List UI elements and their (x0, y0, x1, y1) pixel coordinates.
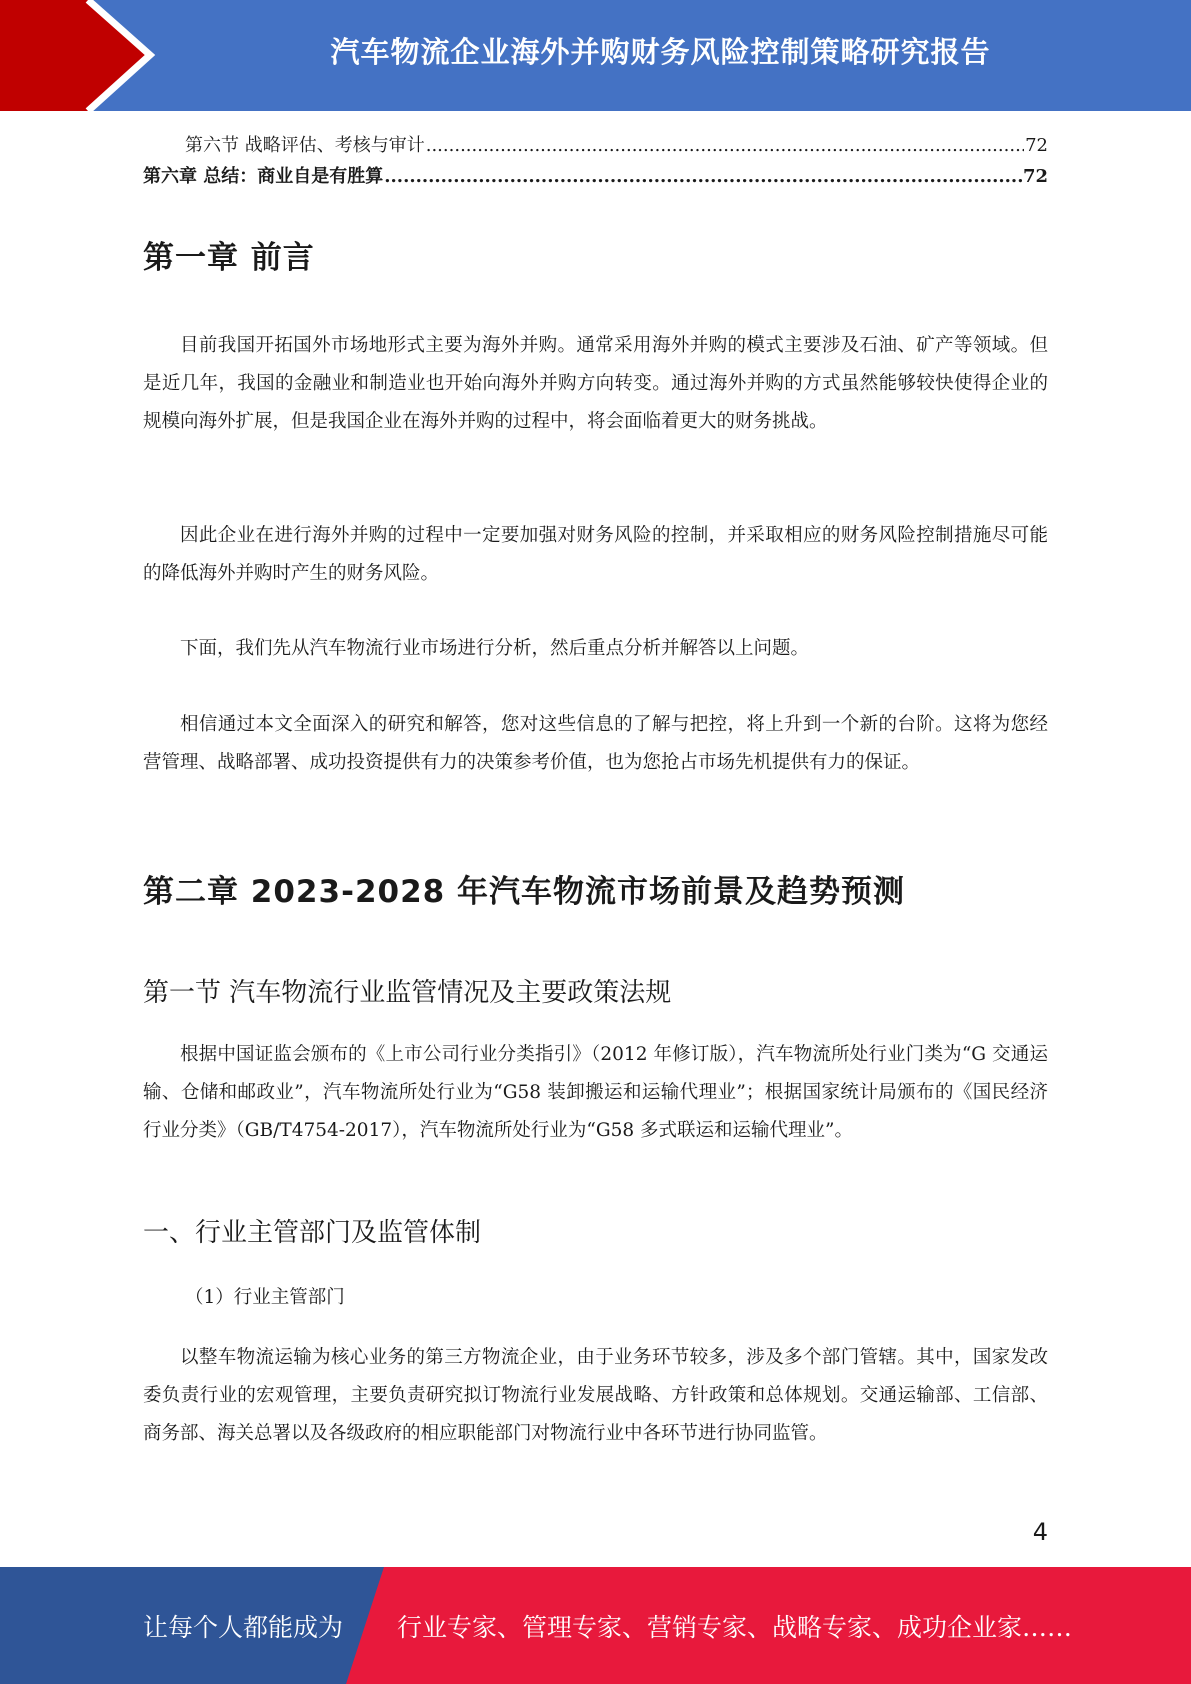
toc-entry-label: 第六节 战略评估、考核与审计 (185, 135, 425, 156)
header-banner (0, 0, 1191, 111)
footer-slogan-left: 让每个人都能成为 (143, 1612, 344, 1642)
paragraph: 相信通过本文全面深入的研究和解答，您对这些信息的了解与把控，将上升到一个新的台阶。这将为您经营管理、战略部署、成功投资提供有力的决策参考价值，也为您抢占市场先机提供有力的保证。 (143, 714, 1048, 773)
toc-entry-page: 72 (1025, 135, 1048, 156)
paragraph: 目前我国开拓国外市场地形式主要为海外并购。通常采用海外并购的模式主要涉及石油、矿产等领域。但是近几年，我国的金融业和制造业也开始向海外并购方向转变。通过海外并购的方式虽然能够较快使得企业的规模向海外扩展，但是我国企业在海外并购的过程中，将会面临着更大的财务挑战。 (143, 335, 1048, 432)
report-title: 汽车物流企业海外并购财务风险控制策略研究报告 (330, 34, 991, 69)
paragraph: 下面，我们先从汽车物流行业市场进行分析，然后重点分析并解答以上问题。 (180, 638, 810, 659)
footer-banner (0, 1567, 1191, 1684)
paragraph: 以整车物流运输为核心业务的第三方物流企业，由于业务环节较多，涉及多个部门管辖。其中，国家发改委负责行业的宏观管理，主要负责研究拟订物流行业发展战略、方针政策和总体规划。交通运输部、工信部、商务部、海关总署以及各级政府的相应职能部门对物流行业中各环节进行协同监管。 (143, 1347, 1048, 1444)
paragraph: 根据中国证监会颁布的《上市公司行业分类指引》（2012 年修订版），汽车物流所处行业门类为“G 交通运输、仓储和邮政业”，汽车物流所处行业为“G58 装卸搬运和运输代理业”；根据国家统计局颁布的《国民经济行业分类》（GB/T4754-2017），汽车物流所处行业为“G58 多式联运和运输代理业”。 (143, 1044, 1048, 1141)
toc-entry[interactable] (143, 162, 1048, 188)
paragraph: 因此企业在进行海外并购的过程中一定要加强对财务风险的控制，并采取相应的财务风险控制措施尽可能的降低海外并购时产生的财务风险。 (143, 525, 1048, 584)
page-number: 4 (1032, 1518, 1048, 1546)
toc-leader-dots (426, 135, 1024, 156)
item-label: （1）行业主管部门 (185, 1287, 345, 1308)
subsection-heading: 一、行业主管部门及监管体制 (143, 1218, 482, 1248)
toc-entry[interactable] (143, 131, 1048, 157)
toc-entry-label: 第六章 总结：商业自是有胜算 (143, 166, 384, 187)
toc-leader-dots (384, 166, 1022, 187)
section-heading: 第一节 汽车物流行业监管情况及主要政策法规 (143, 978, 672, 1008)
chapter-1-heading: 第一章 前言 (143, 240, 315, 276)
footer-slogan-right: 行业专家、管理专家、营销专家、战略专家、成功企业家…… (397, 1612, 1073, 1642)
chapter-2-heading: 第二章 2023-2028 年汽车物流市场前景及趋势预测 (143, 874, 906, 910)
toc-entry-page: 72 (1022, 166, 1048, 187)
